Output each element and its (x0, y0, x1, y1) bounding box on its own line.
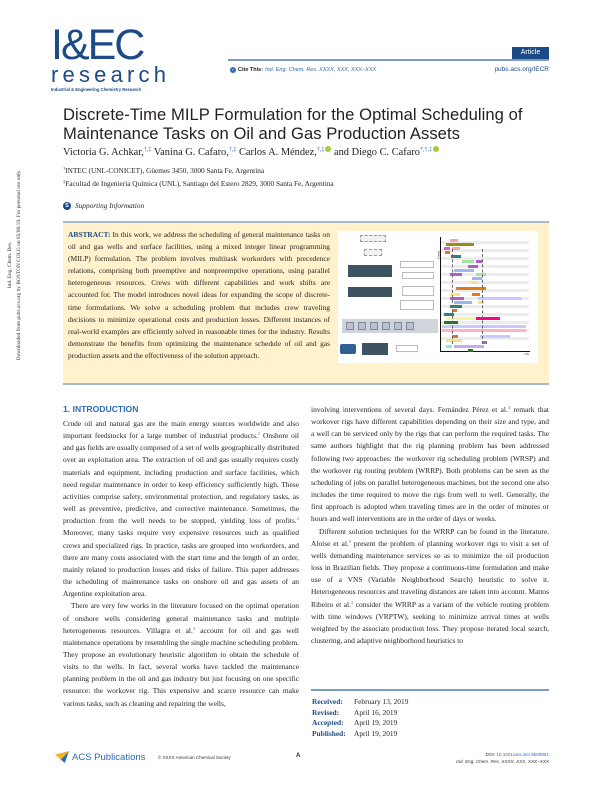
orcid-icon[interactable] (325, 146, 331, 152)
well-icon (358, 322, 366, 330)
download-watermark (6, 135, 24, 395)
flow-box-output (396, 345, 418, 352)
supporting-info-label: Supporting Information (75, 201, 145, 210)
date-label: Published: (312, 728, 346, 738)
cite-this[interactable] (230, 67, 376, 73)
watermark-journal: Ind. Eng. Chem. Res. (7, 241, 13, 289)
gantt-row (441, 265, 529, 268)
page-number: A (296, 753, 301, 759)
citation-link[interactable]: 4 (507, 405, 511, 410)
paragraph-text: account for oil and gas well maintenance operations by resembling the single machine scheduling problem. They propose an evolutionary heuristic algorithm to obtain the schedule of visits to the wells. In fact, several works have tackled the maintenance planning problem in the oil and gas industry but just focusing on one specific resource: the workover rig. This expensive and scarce resource can make various tasks, such as cleaning and repairing the wells, (63, 625, 300, 708)
copyright-notice: © XXXX American Chemical Society (158, 755, 231, 760)
body-column-left (63, 418, 299, 710)
affiliation-text: Facultad de Ingeniería Química (UNL), Santiago del Estero 2829, 3000 Santa Fe, Argentina (65, 179, 334, 188)
flow-box-input (360, 235, 386, 242)
flow-box-data (364, 249, 382, 256)
paragraph-text: There are very few works in the literature focused on the optimal operation of onshore wells considering general maintenance tasks and multiple heterogeneous resources. Villagra et al. (63, 601, 299, 635)
acs-publications-logo[interactable] (55, 751, 145, 763)
body-paragraph (63, 418, 299, 600)
date-label: Revised: (312, 707, 340, 717)
supporting-info-icon: S (63, 202, 71, 210)
citation-link[interactable]: 2 (350, 599, 354, 605)
date-label: Accepted: (312, 718, 344, 727)
body-paragraph (311, 526, 549, 648)
author-name[interactable]: Victoria G. Achkar, (63, 147, 144, 158)
cite-reference-link[interactable]: Ind. Eng. Chem. Res. XXXX, XXX, XXX−XXX (265, 67, 377, 73)
gantt-bar (442, 325, 526, 328)
well-icon (346, 322, 354, 330)
gantt-bar (476, 273, 486, 276)
gantt-x-label: t (h) (524, 352, 530, 356)
gantt-bar (446, 317, 476, 320)
flow-box-solver (348, 287, 392, 297)
gantt-bar (476, 317, 500, 320)
gantt-bar (472, 293, 480, 296)
section-heading-introduction: 1. INTRODUCTION (63, 404, 139, 414)
gantt-marker-line (482, 249, 483, 344)
truck-icon (340, 344, 356, 354)
gantt-bar (468, 265, 478, 268)
paragraph-text: Crude oil and natural gas are the main energy sources worldwide and also important feedstocks for a large number of industrial products. (63, 419, 299, 441)
abstract-body: In this work, we address the scheduling of general maintenance tasks on oil and gas wells and surface facilities, using a mixed integer linear programming (MILP) formulation. The problem involves multitask workorders with precedence relations, comprising both preemptive and nonpreemptive operations, using parallel heterogeneous resources. Crews with different capabilities and work shifts are accounted for. The model introduces novel ideas for expanding the scope of discrete-time formulations. We solve a scheduling problem that includes crew traveling decisions to minimize operational costs and production losses. Different instances of real-world examples are efficiently solved in reasonable times for the industry. Results demonstrate the benefits from optimizing the maintenance schedule of oil and gas production assets and the effectiveness of the solution approach. (68, 230, 330, 360)
affiliation (63, 179, 334, 188)
gantt-bar (478, 297, 522, 300)
flow-side-box-2 (402, 272, 434, 279)
well-icon (394, 322, 402, 330)
gantt-bar (452, 247, 460, 250)
well-icon (382, 322, 390, 330)
dates-divider (311, 689, 549, 691)
author-affiliation-marks: †,‡ (316, 147, 325, 153)
orcid-icon[interactable] (433, 146, 439, 152)
doi-block (456, 751, 549, 765)
paragraph-text: remark that workover rigs have different capabilities depending on their size and type, and a well can be serviced only by the rigs that can perform the required tasks. The same authors highlight that the rig planning problem has been addressed following two approaches: the workover rig scheduling problem (WRSP) and the workover rig routing problem (WRRP). Both problems can be seen as the scheduling of jobs on parallel heterogeneous machines, but the second one also includes the time required to move the rigs from well to well. Generally, the first approach is adopted when traveling times are in the order of minutes or hours and well interventions are in the order of days or weeks. (311, 405, 549, 524)
flow-side-box-3 (402, 286, 434, 296)
gantt-bar (472, 277, 482, 280)
body-paragraph (311, 404, 549, 526)
flow-box-model (348, 265, 392, 277)
gantt-bar (444, 247, 450, 250)
gantt-bar (454, 269, 474, 272)
publication-dates (312, 697, 408, 739)
gantt-x-axis (440, 351, 530, 352)
flow-side-box-4 (400, 300, 434, 310)
well-icon (370, 322, 378, 330)
flow-box-crew (362, 343, 388, 355)
paragraph-text: Onshore oil and gas fields are usually composed of a set of wells geographically distributed over an exploitation area. The extraction of oil and gas usually requires costly materials and equipment, including production and surface facilities, which need regular maintenance in order to keep efficiency sufficiently high. These activities comprise safety, environmental protection, and regulatory tasks, as well as preventive, predictive, and corrective maintenance. Sometimes, the production from the well needs to be stopped, yielding loss of profits. (63, 431, 299, 526)
journal-reference: Ind. Eng. Chem. Res. XXXX, XXX, XXX−XXX (456, 759, 549, 764)
citation-link[interactable]: 3 (192, 625, 196, 631)
gantt-bar (478, 301, 484, 304)
author-affiliation-marks: †,‡ (228, 147, 237, 153)
gantt-bar (454, 345, 484, 348)
paper-title: Discrete-Time MILP Formulation for the Optimal Scheduling of Maintenance Tasks on Oil and Gas Production Assets (63, 105, 523, 143)
author-affiliation-marks: *,†,‡ (420, 147, 432, 153)
article-type-badge: Article (512, 47, 549, 59)
author-affiliation-marks: †,‡ (143, 147, 152, 153)
logo-main: I&EC (51, 21, 144, 69)
affiliation-text: INTEC (UNL-CONICET), Güemes 3450, 3000 Santa Fe, Argentina (65, 166, 265, 175)
date-received (312, 697, 408, 708)
date-value: February 13, 2019 (354, 697, 409, 706)
cite-check-icon: ✓ (231, 67, 235, 72)
gantt-bar (454, 301, 472, 304)
gantt-marker-line (452, 249, 453, 344)
paragraph-text: Moreover, many tasks require very expensive resources such as qualified crews and specialized rigs. In practice, tasks are grouped into workorders, and there are many costs associated with the start time and the length of an order, mainly related to production losses and risks of failure. This paper addresses the scheduling of maintenance tasks on onshore oil and gas assets of an Argentine exploitation area. (63, 528, 299, 599)
publisher-name: ACS Publications (72, 751, 146, 763)
toc-graphic[interactable] (338, 231, 538, 363)
abstract-text (68, 229, 330, 362)
date-published (312, 729, 408, 740)
body-column-right (311, 404, 549, 647)
acs-logo-icon (55, 751, 69, 763)
doi-link[interactable]: 10.1021/acs.iecr.9b00861 (496, 752, 549, 757)
gantt-bar (445, 251, 450, 254)
logo-subtitle: Industrial & Engineering Chemistry Research (51, 87, 142, 92)
journal-url-link[interactable]: pubs.acs.org/IECR (494, 66, 549, 73)
affiliation-mark: † (63, 166, 66, 171)
date-accepted (312, 718, 408, 729)
citation-link[interactable]: 1 (257, 431, 261, 437)
paragraph-text: present the problem of planning workover rigs to visit a set of wells demanding maintenance services so as to minimize the oil production loss in Brazilian fields. They propose a continuous-time formulation and make use of a VNS (Variable Neighborhood Search) heuristic to solve it. Heterogeneous resources and traveling distances are taken into account. Mattos Ribeiro et al. (311, 538, 549, 609)
gantt-bar (480, 335, 510, 338)
author-name[interactable]: Carlos A. Méndez, (238, 147, 317, 158)
well-icon (406, 322, 414, 330)
abstract-box (63, 221, 549, 385)
affiliation (63, 166, 264, 175)
supporting-information-link[interactable] (63, 201, 144, 210)
gantt-bar (468, 349, 473, 352)
gantt-bar (446, 345, 452, 348)
affiliation-mark: ‡ (63, 179, 66, 184)
date-value: April 19, 2019 (354, 718, 398, 727)
journal-logo[interactable] (51, 21, 171, 92)
gantt-bar (442, 329, 526, 332)
header-divider (228, 59, 549, 61)
abstract-label: ABSTRACT: (68, 230, 111, 239)
date-label: Received: (312, 697, 343, 706)
flow-side-box-1 (400, 261, 434, 268)
citation-link[interactable]: 5 (348, 538, 351, 544)
author-name[interactable]: and Diego C. Cafaro (334, 147, 420, 158)
gantt-row (441, 281, 529, 284)
gantt-y-label: Crews (436, 250, 441, 260)
date-value: April 19, 2019 (354, 728, 398, 738)
paragraph-text: consider the WRRP as a variant of the vehicle routing problem with time windows (VRPTW), seeking to minimize arrival times at wells weighted by the associate production loss. They propose iterated local search, clustering, and adaptive neighborhood heuristics to (311, 599, 549, 645)
paragraph-text: involving interventions of several days. Fernández Pérez et al. (311, 405, 508, 414)
citation-link[interactable]: 2 (296, 516, 299, 522)
author-name[interactable]: Vanina G. Cafaro, (153, 147, 229, 158)
body-paragraph (63, 600, 299, 709)
gantt-bar (450, 239, 458, 242)
gantt-bar (446, 243, 474, 246)
logo-word: research (51, 62, 171, 87)
date-value: April 16, 2019 (354, 707, 398, 717)
cite-label: Cite This: (238, 67, 264, 73)
author-list (63, 146, 439, 158)
doi-label: DOI: (485, 752, 496, 757)
gantt-bar (444, 321, 458, 324)
paragraph-text: Different solution techniques for the WRRP can be found in the literature. Aloise et al. (311, 526, 549, 548)
date-revised (312, 708, 408, 719)
wells-row (342, 319, 438, 333)
gantt-bar (446, 339, 462, 342)
gantt-bar (470, 281, 478, 284)
gantt-bar (462, 260, 474, 263)
gantt-chart (436, 235, 534, 361)
gantt-row (441, 313, 529, 316)
watermark-download-info: Downloaded from pubs.acs.org by BOSTON COLG on 05/06/19. For personal use only. (16, 169, 22, 361)
